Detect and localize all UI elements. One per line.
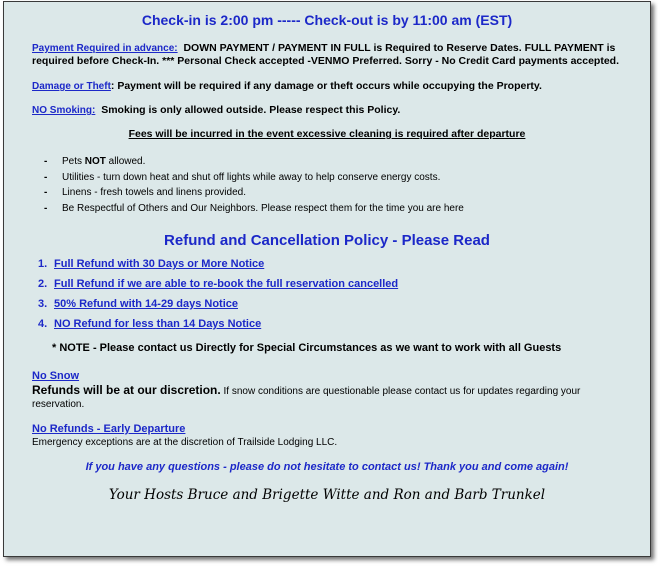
no-snow-paragraph — [32, 384, 632, 411]
payment-link[interactable]: Payment Required in advance: — [32, 43, 178, 54]
special-circumstances-note: * NOTE - Please contact us Directly for Special Circumstances as we want to work with all Guests — [52, 342, 562, 354]
no-snow-link[interactable]: No Snow — [32, 370, 80, 382]
no-snow-bold: Refunds will be at our discretion. — [32, 383, 221, 397]
damage-text: : Payment will be required if any damage or theft occurs while occupying the Property. — [110, 80, 542, 92]
no-snow-text: If snow conditions are questionable please contact us for updates regarding your reservation. — [32, 386, 581, 410]
refund-heading: Refund and Cancellation Policy - Please Read — [164, 232, 490, 249]
refund-link[interactable]: 50% Refund with 14-29 days Notice — [54, 298, 238, 310]
rule-respect: - Be Respectful of Others and Our Neighbors. Please respect them for the time you are here — [44, 202, 464, 214]
smoking-text: Smoking is only allowed outside. Please respect this Policy. — [101, 104, 401, 116]
damage-link[interactable]: Damage or Theft — [32, 81, 111, 92]
early-departure-text: Emergency exceptions are at the discretion of Trailside Lodging LLC. — [32, 437, 338, 448]
refund-link[interactable]: Full Refund with 30 Days or More Notice — [54, 258, 265, 270]
payment-paragraph — [32, 42, 632, 68]
rule-utilities: - Utilities - turn down heat and shut off lights while away to help conserve energy costs. — [44, 171, 441, 183]
early-departure-link[interactable]: No Refunds - Early Departure — [32, 423, 186, 435]
closing-message: If you have any questions - please do not hesitate to contact us! Thank you and come again! — [85, 461, 569, 473]
refund-link[interactable]: Full Refund if we are able to re-book the full reservation cancelled — [54, 278, 399, 290]
hosts-signature: Your Hosts Bruce and Brigette Witte and Ron and Barb Trunkel — [108, 487, 546, 503]
refund-link[interactable]: NO Refund for less than 14 Days Notice — [54, 318, 262, 330]
damage-paragraph — [32, 80, 632, 93]
refund-item: 2. Full Refund if we are able to re-book the full reservation cancelled — [38, 278, 399, 290]
policy-panel — [3, 1, 651, 557]
smoking-paragraph — [32, 104, 632, 117]
refund-item: 1. Full Refund with 30 Days or More Notice — [38, 258, 265, 270]
rule-pets: - Pets NOT allowed. — [44, 156, 146, 167]
refund-item: 4. NO Refund for less than 14 Days Notice — [38, 318, 262, 330]
smoking-link[interactable]: NO Smoking: — [32, 105, 96, 116]
refund-list — [38, 254, 398, 334]
checkin-checkout-title: Check-in is 2:00 pm ----- Check-out is by 11:00 am (EST) — [141, 12, 513, 28]
rule-linens: - Linens - fresh towels and linens provided. — [44, 187, 246, 198]
house-rules-list — [44, 154, 464, 216]
payment-text: DOWN PAYMENT / PAYMENT IN FULL is Required to Reserve Dates. FULL PAYMENT is required before Check-In. *** Personal Check accepted -VENMO Preferred. Sorry - No Credit Card payments accepted. — [32, 42, 620, 67]
fees-notice: Fees will be incurred in the event excessive cleaning is required after departure — [128, 128, 526, 140]
refund-item: 3. 50% Refund with 14-29 days Notice — [38, 298, 238, 310]
